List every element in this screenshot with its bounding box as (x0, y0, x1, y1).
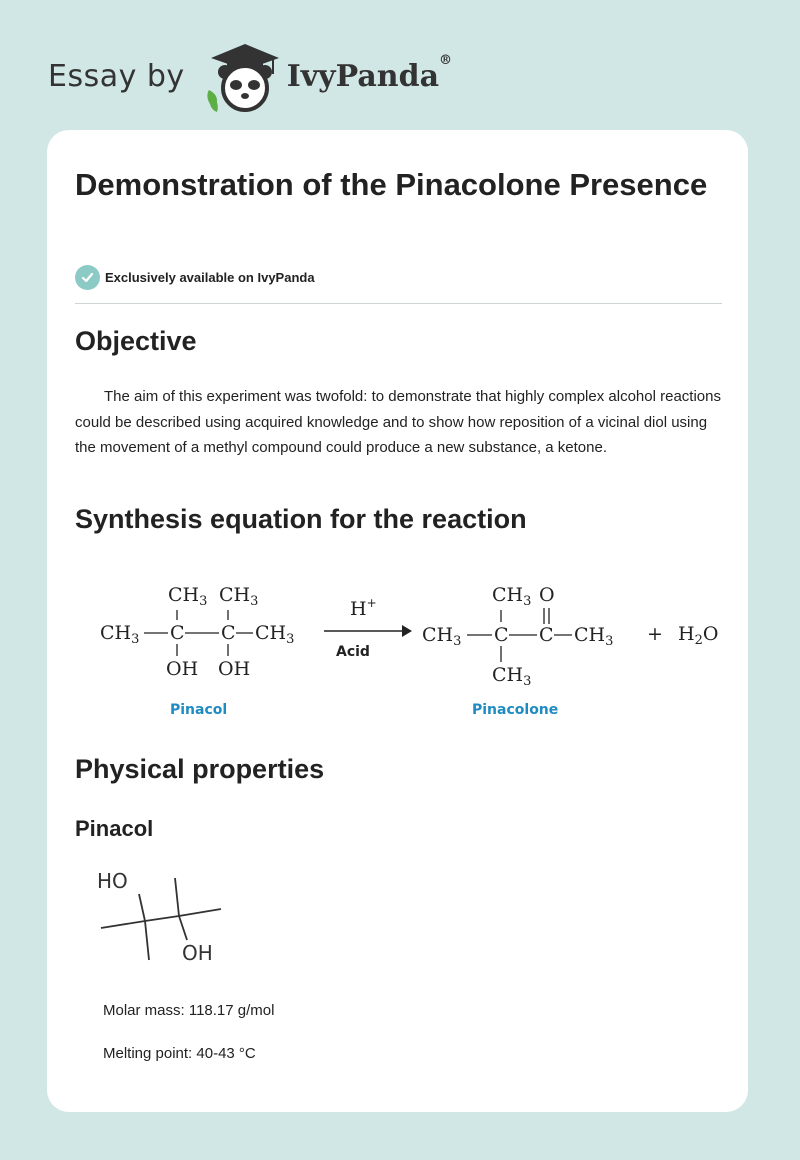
physical-properties-heading: Physical properties (75, 754, 325, 784)
bond-line (145, 916, 179, 921)
reaction-arrow-head (402, 625, 412, 637)
reactant-ch3-left: $CH_3$ (100, 622, 140, 647)
bond-line (139, 894, 145, 921)
objective-heading: Objective (75, 326, 197, 356)
reactant-ch3-top-left: $CH_3$ (168, 584, 208, 609)
reactant-label: Pinacol (170, 702, 228, 718)
reactant-c2: C (221, 622, 236, 644)
product-c1: C (494, 624, 509, 646)
page-title: Demonstration of the Pinacolone Presence (75, 167, 708, 202)
article-card (47, 130, 748, 1112)
divider (75, 303, 722, 304)
product-c2: C (539, 624, 554, 646)
structure-label-oh: OH (182, 941, 213, 965)
reactant-oh-right: OH (218, 658, 251, 680)
molar-mass-text: Molar mass: 118.17 g/mol (103, 1002, 275, 1019)
product-label: Pinacolone (472, 702, 559, 718)
structure-label-ho: HO (97, 869, 128, 893)
catalyst-proton: H+ (350, 596, 377, 620)
brand-header (48, 36, 452, 116)
reactant-c1: C (170, 622, 185, 644)
panda-logo-icon[interactable] (203, 38, 283, 114)
reaction-equation-figure (92, 570, 732, 720)
melting-point-text: Melting point: 40-43 °C (103, 1045, 256, 1062)
catalyst-label: Acid (336, 644, 370, 660)
pinacol-heading: Pinacol (75, 816, 154, 841)
product-ch3-top: $CH_3$ (492, 584, 532, 609)
bond-line (145, 921, 149, 960)
bond-line (179, 909, 221, 916)
registered-mark: ® (439, 52, 453, 68)
plus-sign: + (647, 623, 663, 645)
pinacol-structure-figure (87, 860, 237, 970)
reactant-ch3-top-right: $CH_3$ (219, 584, 259, 609)
objective-paragraph: The aim of this experiment was twofold: to demonstrate that highly complex alcohol reactions could be described using acquired knowledge and to show how reposition of a vicinal diol using the movement of a methyl compound could produce a new substance, a ketone. (75, 388, 721, 456)
exclusive-text: Exclusively available on IvyPanda (105, 269, 315, 285)
reactant-oh-left: OH (166, 658, 199, 680)
product-ch3-right: $CH_3$ (574, 624, 614, 649)
bond-line (179, 916, 187, 940)
product-oxygen: O (539, 584, 555, 606)
product-ch3-bottom: $CH_3$ (492, 664, 532, 689)
reactant-ch3-right: $CH_3$ (255, 622, 295, 647)
product-ch3-left: $CH_3$ (422, 624, 462, 649)
brand-prefix: Essay by (48, 58, 185, 94)
exclusive-badge (75, 264, 315, 290)
bond-line (101, 921, 145, 928)
synthesis-heading: Synthesis equation for the reaction (75, 504, 527, 534)
bond-line (175, 878, 179, 916)
check-icon (75, 265, 100, 290)
water-formula: $H_2O$ (678, 623, 719, 648)
brand-name[interactable]: IvyPanda® (286, 52, 453, 94)
